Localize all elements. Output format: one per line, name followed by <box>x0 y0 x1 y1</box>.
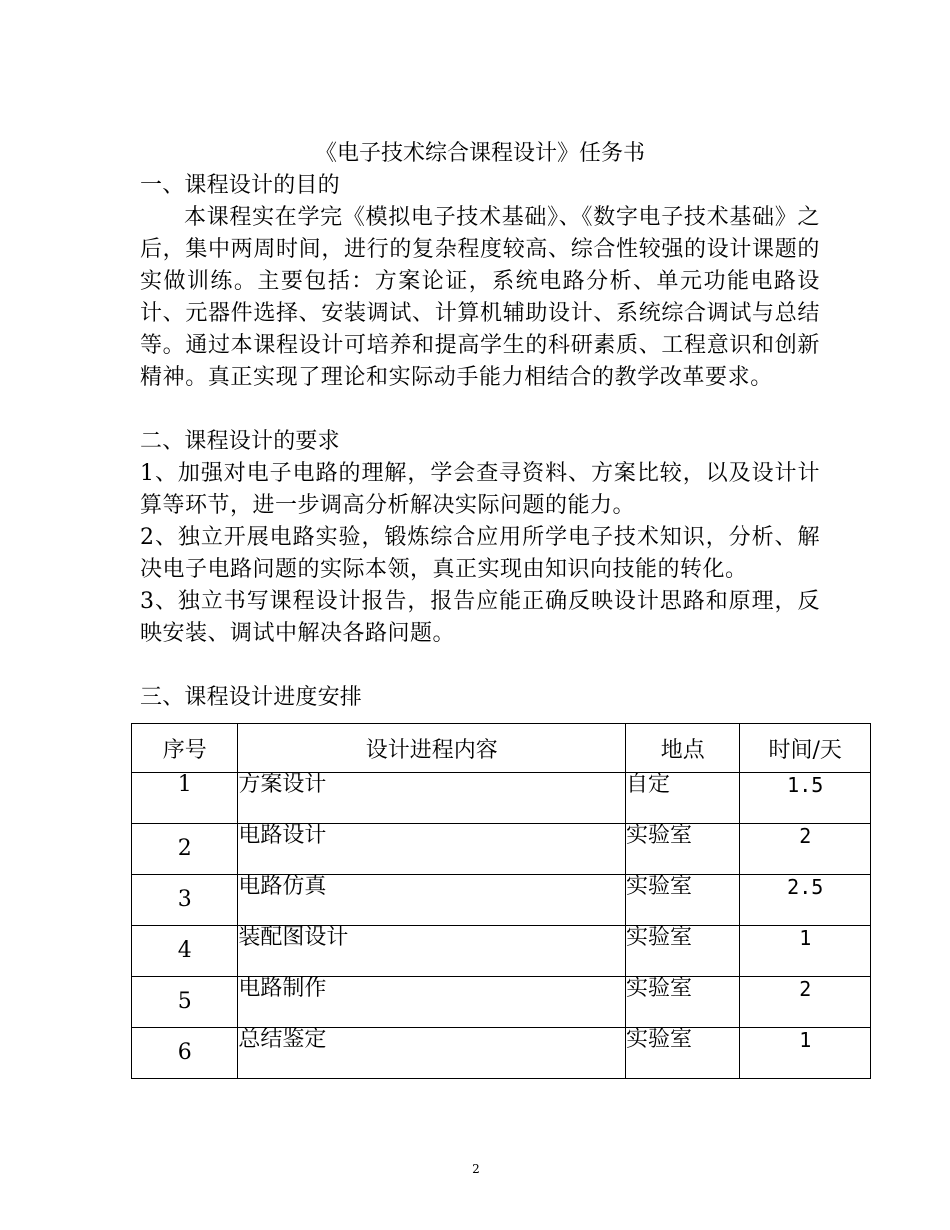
row-content: 电路设计 <box>238 824 626 875</box>
header-no: 序号 <box>132 724 238 773</box>
row-days: 1 <box>740 1028 871 1079</box>
table-row <box>132 926 871 977</box>
requirement-item: 3、独立书写课程设计报告，报告应能正确反映设计思路和原理，反映安装、调试中解决各路问题。 <box>140 589 820 646</box>
row-place: 自定 <box>625 773 739 824</box>
row-place: 实验室 <box>625 875 739 926</box>
table-row <box>132 875 871 926</box>
header-content: 设计进程内容 <box>238 724 626 773</box>
row-content: 电路仿真 <box>238 875 626 926</box>
requirement-item: 2、独立开展电路实验，锻炼综合应用所学电子技术知识，分析、解决电子电路问题的实际本领，真正实现由知识向技能的转化。 <box>140 525 820 582</box>
row-content: 电路制作 <box>238 977 626 1028</box>
row-days: 2 <box>740 824 871 875</box>
row-content: 方案设计 <box>238 773 626 824</box>
table-row <box>132 824 871 875</box>
row-no: 6 <box>132 1028 238 1079</box>
table-row <box>132 977 871 1028</box>
row-days: 2.5 <box>740 875 871 926</box>
row-place: 实验室 <box>625 1028 739 1079</box>
row-days: 1 <box>740 926 871 977</box>
requirement-item: 1、加强对电子电路的理解，学会查寻资料、方案比较，以及设计计算等环节，进一步调高分析解决实际问题的能力。 <box>140 461 820 518</box>
schedule-table <box>131 723 871 1079</box>
row-no: 4 <box>132 926 238 977</box>
section1-paragraph: 本课程实在学完《模拟电子技术基础》、《数字电子技术基础》之后，集中两周时间，进行的复杂程度较高、综合性较强的设计课题的实做训练。主要包括：方案论证，系统电路分析、单元功能电路设计、元器件选择、安装调试、计算机辅助设计、系统综合调试与总结等。通过本课程设计可培养和提高学生的科研素质、工程意识和创新精神。真正实现了理论和实际动手能力相结合的教学改革要求。 <box>140 205 820 390</box>
table-row <box>132 1028 871 1079</box>
header-days: 时间/天 <box>740 724 871 773</box>
requirements-list <box>140 458 820 650</box>
row-no: 3 <box>132 875 238 926</box>
section3-heading: 三、课程设计进度安排 <box>140 685 363 710</box>
row-days: 2 <box>740 977 871 1028</box>
row-place: 实验室 <box>625 977 739 1028</box>
table-row <box>132 773 871 824</box>
row-place: 实验室 <box>625 926 739 977</box>
row-content: 装配图设计 <box>238 926 626 977</box>
section2-heading: 二、课程设计的要求 <box>140 429 340 454</box>
page-number: 2 <box>472 1162 480 1176</box>
section1-heading: 一、课程设计的目的 <box>140 173 340 198</box>
table-header-row <box>132 724 871 773</box>
row-place: 实验室 <box>625 824 739 875</box>
row-no: 1 <box>132 773 238 824</box>
row-no: 2 <box>132 824 238 875</box>
row-days: 1.5 <box>740 773 871 824</box>
row-content: 总结鉴定 <box>238 1028 626 1079</box>
row-no: 5 <box>132 977 238 1028</box>
document-title: 《电子技术综合课程设计》任务书 <box>314 141 645 166</box>
header-place: 地点 <box>625 724 739 773</box>
